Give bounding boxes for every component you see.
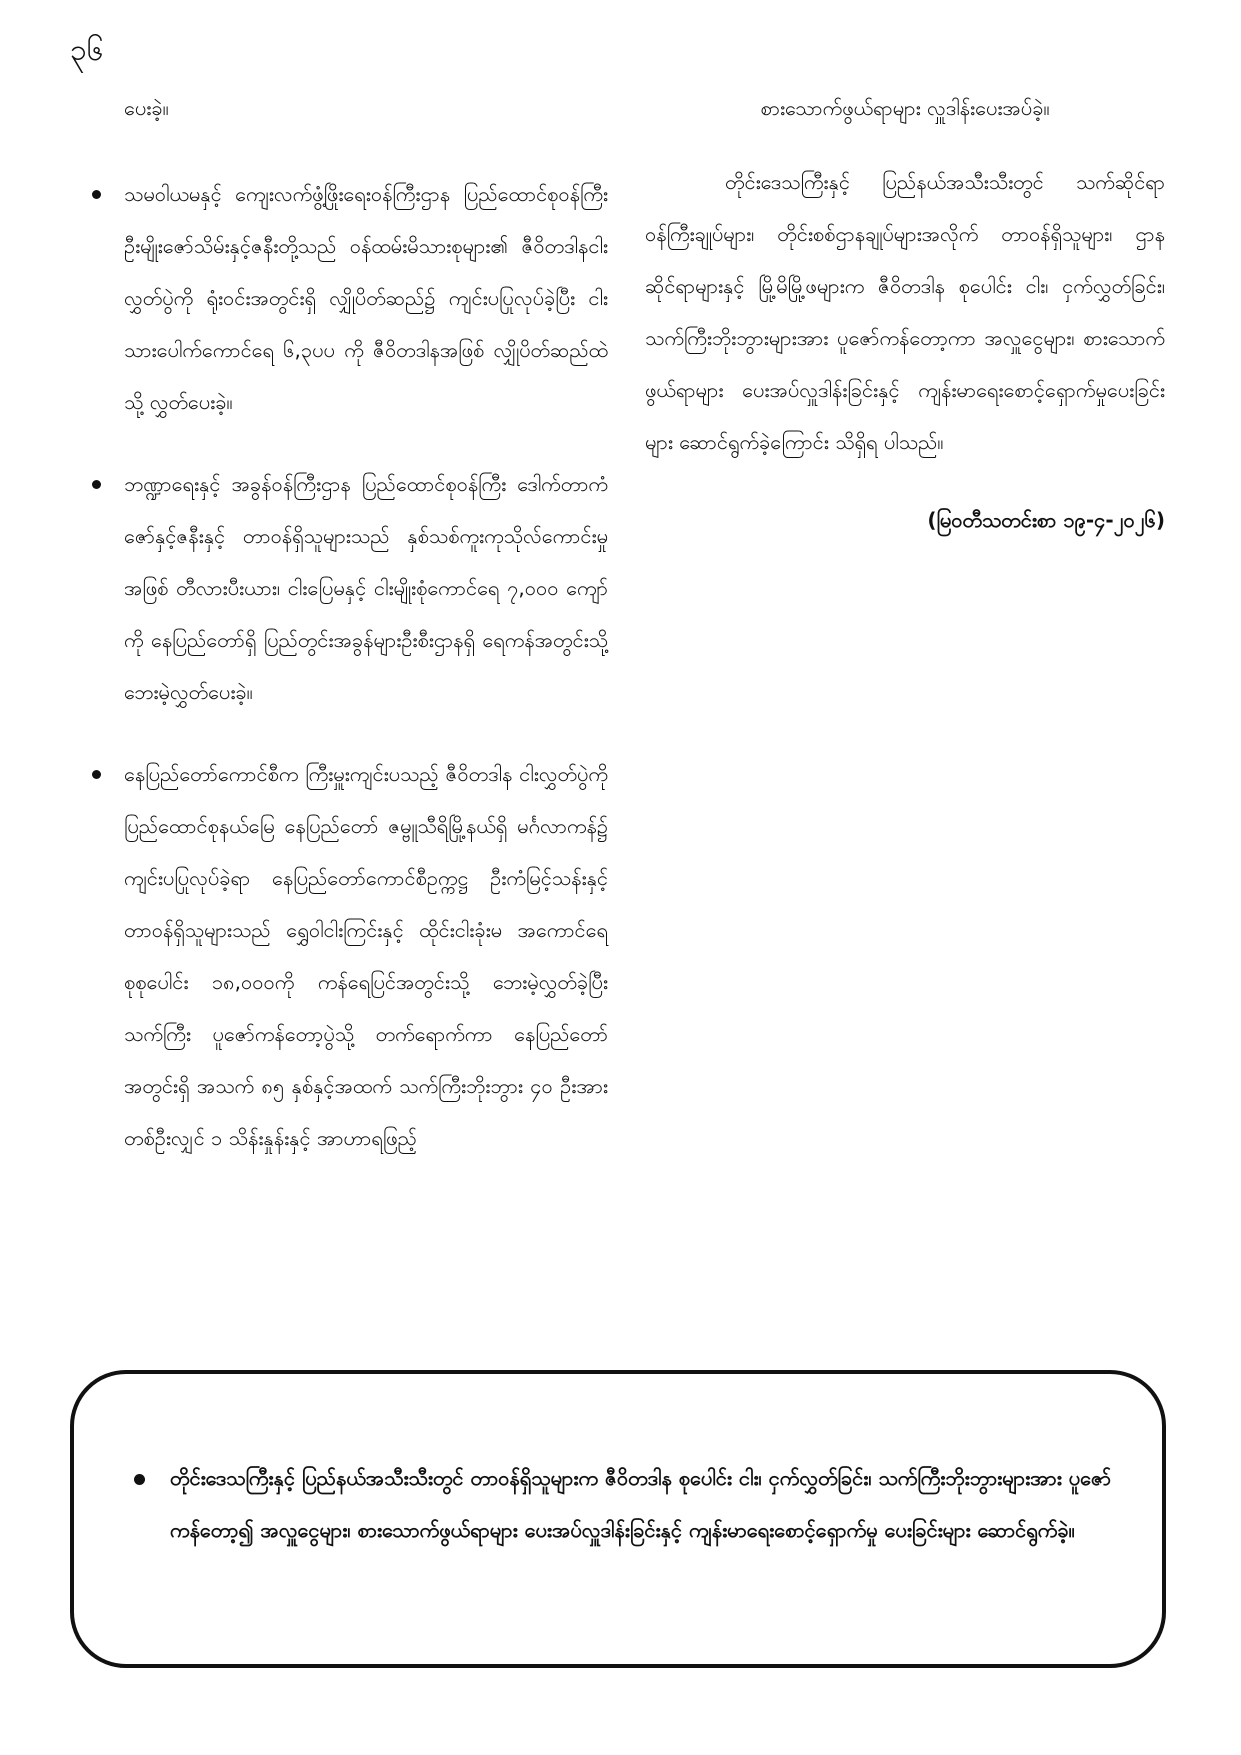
- bullet-item-3: နေပြည်တော်ကောင်စီက ကြီးမှူးကျင်းပသည့် ဇီဝိတဒါန ငါးလွှတ်ပွဲကို ပြည်ထောင်စုနယ်မြေ နေပြည်တော် ဇမ္ဗူသီရိမြို့နယ်ရှိ မင်္ဂလာကန်၌ ကျင်းပပြုလုပ်ခဲ့ရာ နေပြည်တော်ကောင်စီဥက္ကဋ္ဌ ဦးကံမြင့်သန်းနှင့်တာဝန်ရှိသူများသည် ရွှေဝါငါးကြင်းနှင့် ထိုင်းငါးခုံးမ အကောင်ရေ စုစုပေါင်း ၁၈,၀၀၀ကို ကန်ရေပြင်အတွင်းသို့ ဘေးမဲ့လွှတ်ခဲ့ပြီး သက်ကြီး ပူဇော်ကန်တော့ပွဲသို့ တက်ရောက်ကာ နေပြည်တော်အတွင်းရှိ အသက် ၈၅ နှစ်နှင့်အထက် သက်ကြီးဘိုးဘွား ၄၀ ဦးအား တစ်ဦးလျှင် ၁ သိန်းနှုန်းနှင့် အာဟာရဖြည့်: [88, 748, 608, 1164]
- left-continuation-text: ပေးခဲ့။: [124, 96, 169, 120]
- bullet-item-1: သမဝါယမနှင့် ကျေးလက်ဖွံ့ဖြိုးရေးဝန်ကြီးဌာန ပြည်ထောင်စုဝန်ကြီး ဦးမျိုးဇော်သိမ်းနှင့်ဇနီးတို့သည် ဝန်ထမ်းမိသားစုများ၏ ဇီဝိတဒါနငါးလွှတ်ပွဲကို ရုံးဝင်းအတွင်းရှိ လျှိုပိတ်ဆည်၌ ကျင်းပပြုလုပ်ခဲ့ပြီး ငါးသားပေါက်ကောင်ရေ ၆,၃ပပ ကို ဇီဝိတဒါနအဖြစ် လျှိုပိတ်ဆည်ထဲသို့ လွှတ်ပေးခဲ့။: [88, 168, 608, 428]
- bullet-item-2: ဘဏ္ဍာရေးနှင့် အခွန်ဝန်ကြီးဌာန ပြည်ထောင်စုဝန်ကြီး ဒေါက်တာကံဇော်နှင့်ဇနီးနှင့် တာဝန်ရှိသူများသည် နှစ်သစ်ကူးကုသိုလ်ကောင်းမှုအဖြစ် တီလားပီးယား၊ ငါးပြေမနှင့် ငါးမျိုးစုံကောင်ရေ ၇,၀၀၀ ကျော်ကို နေပြည်တော်ရှိ ပြည်တွင်းအခွန်များဦးစီးဌာနရှိ ရေကန်အတွင်းသို့ ဘေးမဲ့လွှတ်ပေးခဲ့။: [88, 458, 608, 718]
- right-column: [645, 82, 1165, 546]
- left-column: [88, 82, 608, 1194]
- summary-text: တိုင်းဒေသကြီးနှင့် ပြည်နယ်အသီးသီးတွင် တာဝန်ရှိသူများက ဇီဝိတဒါန စုပေါင်း ငါး၊ ငှက်လွှတ်ခြင်း၊ သက်ကြီးဘိုးဘွားများအား ပူဇော်ကန်တော့၍ အလှူငွေများ၊ စားသောက်ဖွယ်ရာများ ပေးအပ်လှူဒါန်းခြင်းနှင့် ကျန်းမာရေးစောင့်ရှောက်မှု ပေးခြင်းများ ဆောင်ရွက်ခဲ့။: [134, 1452, 1116, 1556]
- right-paragraph: တိုင်းဒေသကြီးနှင့် ပြည်နယ်အသီးသီးတွင် သက်ဆိုင်ရာ ဝန်ကြီးချုပ်များ၊ တိုင်းစစ်ဌာနချုပ်များအလိုက် တာဝန်ရှိသူများ၊ ဌာနဆိုင်ရာများနှင့် မြို့မိမြို့ဖများက ဇီဝိတဒါန စုပေါင်း ငါး၊ ငှက်လွှတ်ခြင်း၊ သက်ကြီးဘိုးဘွားများအား ပူဇော်ကန်တော့ကာ အလှူငွေများ၊ စားသောက်ဖွယ်ရာများ ပေးအပ်လှူဒါန်းခြင်းနှင့် ကျန်းမာရေးစောင့်ရှောက်မှုပေးခြင်းများ ဆောင်ရွက်ခဲ့ကြောင်း သိရှိရ ပါသည်။: [645, 170, 1165, 454]
- source-citation: (မြဝတီသတင်းစာ ၁၉-၄-၂၀၂၆): [927, 508, 1165, 532]
- page-number: ၃၆: [70, 33, 104, 68]
- summary-box: [70, 1370, 1166, 1668]
- right-continuation-text: စားသောက်ဖွယ်ရာများ လှူဒါန်းပေးအပ်ခဲ့။: [760, 96, 1050, 120]
